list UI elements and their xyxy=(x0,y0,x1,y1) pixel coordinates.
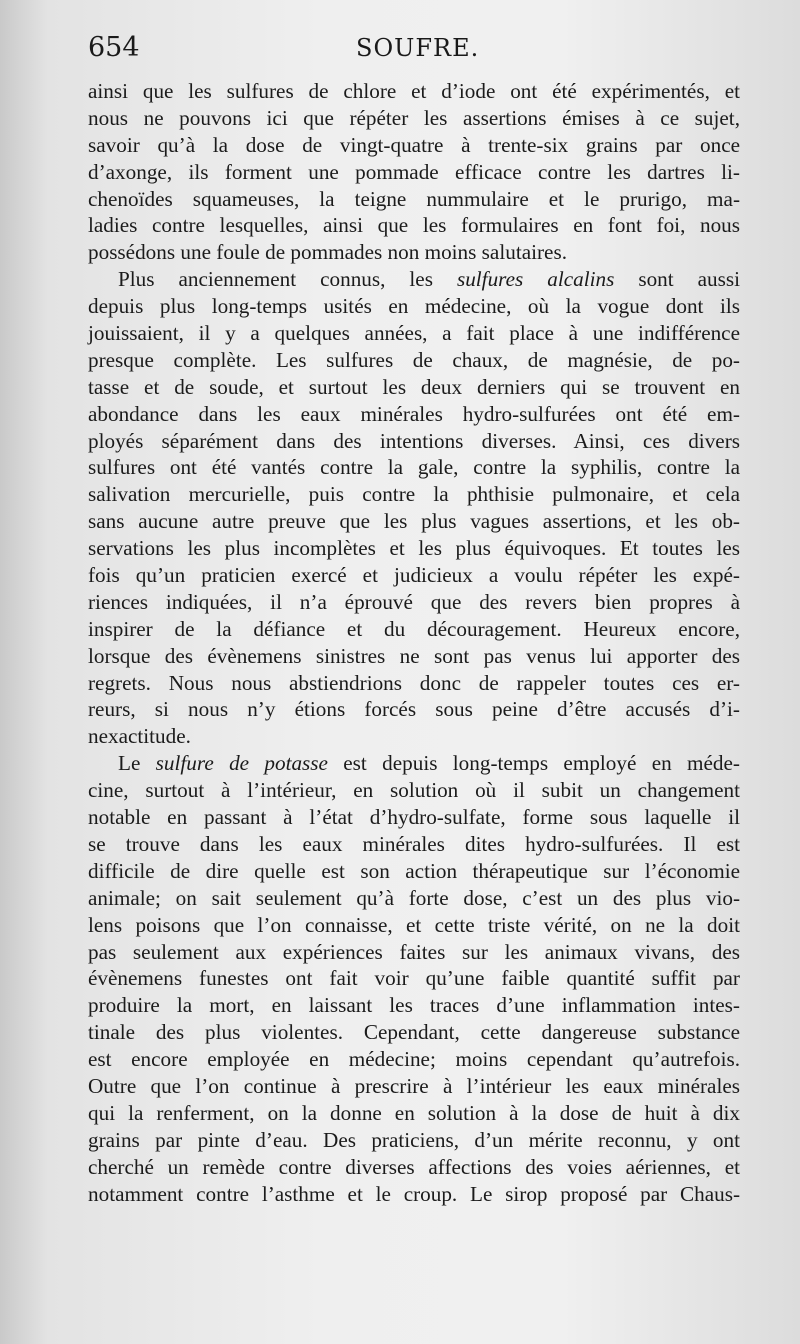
text-line: lens poisons que l’on connaisse, et cette triste vérité, on ne la doit xyxy=(88,912,740,937)
italic-term: sulfures alcalins xyxy=(456,267,615,292)
text-line: évènemens funestes ont fait voir qu’une faible quantité suffit par xyxy=(88,966,740,991)
text-line: Outre que l’on continue à prescrire à l’intérieur les eaux minérales xyxy=(88,1073,740,1098)
text-line: notamment contre l’asthme et le croup. Le sirop proposé par Chaus- xyxy=(88,1181,740,1206)
text-segment: Le xyxy=(118,751,156,776)
page-number: 654 xyxy=(88,32,140,63)
text-line: tasse et de soude, et surtout les deux derniers qui se trouvent en xyxy=(88,374,740,399)
text-line: ainsi que les sulfures de chlore et d’iode ont été expérimentés, et xyxy=(88,79,740,103)
body-text xyxy=(88,78,740,1207)
italic-term: sulfure de potasse xyxy=(155,751,328,776)
text-line: ladies contre lesquelles, ainsi que les formulaires en font foi, nous xyxy=(88,213,740,238)
text-line: nous ne pouvons ici que répéter les assertions émises à ce sujet, xyxy=(88,105,740,130)
text-line: tinale des plus violentes. Cependant, cette dangereuse substance xyxy=(88,1020,740,1045)
text-line: sans aucune autre preuve que les plus vagues assertions, et les ob- xyxy=(88,509,740,534)
text-line: presque complète. Les sulfures de chaux, de magnésie, de po- xyxy=(88,347,740,372)
page-header xyxy=(88,32,738,72)
text-line: inspirer de la défiance et du découragement. Heureux encore, xyxy=(88,616,740,641)
text-segment: est depuis long-temps employé en méde- xyxy=(327,751,740,776)
text-line: abondance dans les eaux minérales hydro-sulfurées ont été em- xyxy=(88,401,740,426)
text-line: cherché un remède contre diverses affections des voies aériennes, et xyxy=(88,1154,740,1179)
text-line: jouissaient, il y a quelques années, a fait place à une indifférence xyxy=(88,321,740,346)
text-line: depuis plus long-temps usités en médecine, où la vogue dont ils xyxy=(88,294,740,319)
text-line: produire la mort, en laissant les traces d’une inflammation intes- xyxy=(88,993,740,1018)
text-line: se trouve dans les eaux minérales dites hydro-sulfurées. Il est xyxy=(88,831,740,856)
text-line: servations les plus incomplètes et les plus équivoques. Et toutes les xyxy=(88,536,740,561)
text-line: grains par pinte d’eau. Des praticiens, d’un mérite reconnu, y ont xyxy=(88,1127,740,1152)
text-segment: sont aussi xyxy=(614,267,741,292)
text-line: possédons une foule de pommades non moins salutaires. xyxy=(88,240,567,265)
text-line: qui la renferment, on la donne en solution à la dose de huit à dix xyxy=(88,1100,740,1125)
text-line: d’axonge, ils forment une pommade efficace contre les dartres li- xyxy=(88,159,740,184)
text-line xyxy=(88,750,740,777)
text-line: reurs, si nous n’y étions forcés sous peine d’être accusés d’i- xyxy=(88,697,740,722)
text-line: savoir qu’à la dose de vingt-quatre à trente-six grains par once xyxy=(88,132,740,157)
text-line: cine, surtout à l’intérieur, en solution où il subit un changement xyxy=(88,778,740,803)
text-line xyxy=(88,266,740,293)
text-line: sulfures ont été vantés contre la gale, contre la syphilis, contre la xyxy=(88,455,740,480)
text-line: nexactitude. xyxy=(88,724,191,749)
text-line: chenoïdes squameuses, la teigne nummulaire et le prurigo, ma- xyxy=(88,186,740,211)
text-line: est encore employée en médecine; moins cependant qu’autrefois. xyxy=(88,1047,740,1072)
text-line: notable en passant à l’état d’hydro-sulfate, forme sous laquelle il xyxy=(88,805,740,830)
text-line: fois qu’un praticien exercé et judicieux a voulu répéter les expé- xyxy=(88,563,740,588)
text-line: ployés séparément dans des intentions diverses. Ainsi, ces divers xyxy=(88,428,740,453)
text-segment: Plus anciennement connus, les xyxy=(118,267,457,292)
running-head: SOUFRE. xyxy=(356,34,480,62)
text-line: animale; on sait seulement qu’à forte dose, c’est un des plus vio- xyxy=(88,885,740,910)
text-line: regrets. Nous nous abstiendrions donc de rappeler toutes ces er- xyxy=(88,670,740,695)
text-line: lorsque des évènemens sinistres ne sont pas venus lui apporter des xyxy=(88,643,740,668)
text-line: riences indiquées, il n’a éprouvé que des revers bien propres à xyxy=(88,589,740,614)
text-line: salivation mercurielle, puis contre la phthisie pulmonaire, et cela xyxy=(88,482,740,507)
text-line: pas seulement aux expériences faites sur les animaux vivans, des xyxy=(88,939,740,964)
text-line: difficile de dire quelle est son action thérapeutique sur l’économie xyxy=(88,858,740,883)
